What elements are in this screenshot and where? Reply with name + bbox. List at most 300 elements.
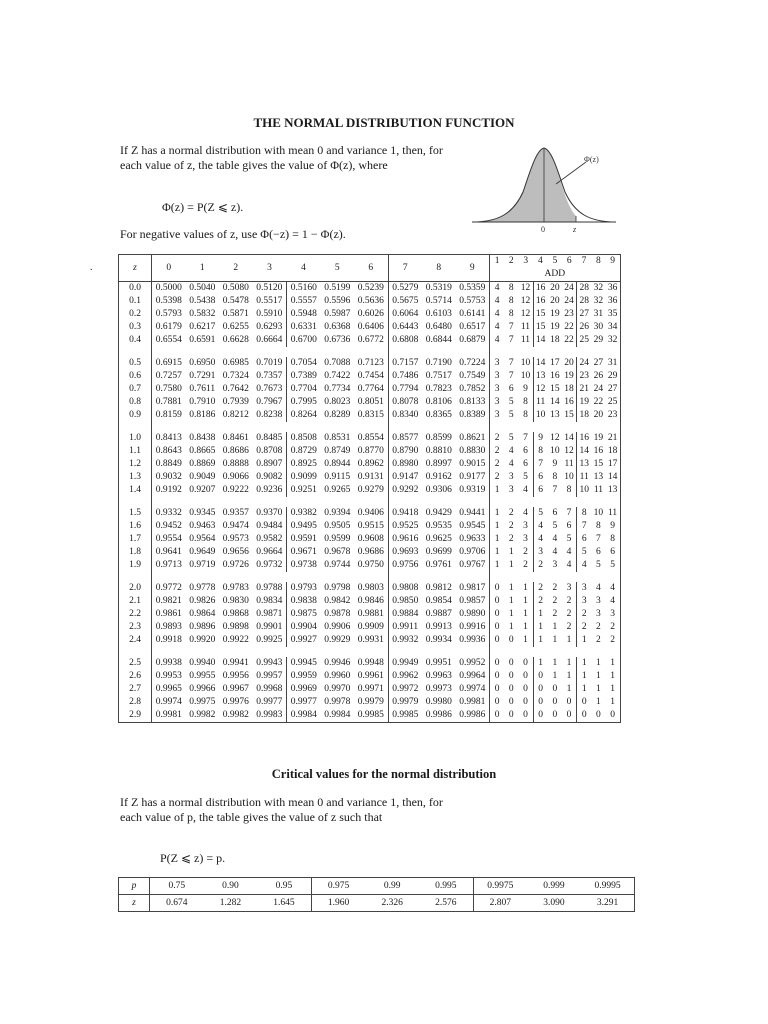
add-value: 1: [508, 596, 514, 606]
gap-cell: [490, 572, 505, 582]
phi-value: 0.6591: [189, 335, 216, 345]
add-value: 32: [593, 296, 604, 306]
add-value: 11: [564, 459, 574, 469]
phi-value: 0.9949: [388, 657, 422, 670]
add-value: 26: [593, 371, 604, 381]
phi-value: 0.8980: [388, 458, 422, 471]
phi-value: 0.6331: [287, 321, 321, 334]
add-value: 1: [533, 657, 548, 670]
gap-cell: [253, 347, 287, 357]
add-value: 0: [494, 710, 500, 720]
column-header: 1: [186, 255, 220, 282]
add-value: 1: [508, 583, 514, 593]
add-value: 5: [533, 507, 548, 520]
add-value: 2: [610, 622, 615, 632]
z-critical-value: 3.291: [581, 895, 635, 912]
phi-value: 0.9966: [189, 684, 216, 694]
add-value: 19: [550, 309, 560, 319]
add-value: 4: [523, 508, 528, 518]
add-value: 4: [494, 296, 500, 306]
phi-value: 0.8810: [425, 446, 452, 456]
gap-cell: [321, 572, 355, 582]
add-value: 3: [577, 595, 592, 608]
phi-value: 0.5239: [357, 283, 384, 293]
add-value: 5: [577, 546, 592, 559]
phi-value: 0.9913: [425, 622, 452, 632]
phi-value: 0.9599: [324, 534, 351, 544]
add-value: 2: [610, 635, 615, 645]
table-header-row: [119, 255, 621, 269]
add-value: 1: [596, 684, 601, 694]
phi-value: 0.9977: [256, 697, 283, 707]
add-value: 0: [508, 658, 514, 668]
add-value: 25: [607, 397, 618, 407]
add-value: 1: [577, 634, 592, 647]
phi-value: 0.8238: [256, 410, 283, 420]
phi-value: 0.9868: [222, 609, 249, 619]
add-value: 2: [494, 472, 500, 482]
add-value: 1: [610, 697, 615, 707]
z-value: 0.2: [119, 308, 152, 321]
table-row: [119, 432, 621, 445]
gap-cell: [577, 422, 592, 432]
phi-value: 0.9983: [256, 710, 283, 720]
add-value: 1: [566, 635, 572, 645]
gap-cell: [321, 497, 355, 507]
add-value: 22: [593, 397, 604, 407]
gap-cell: [456, 572, 490, 582]
phi-value: 0.9941: [222, 658, 249, 668]
add-value: 1: [566, 684, 572, 694]
add-value: 4: [610, 596, 615, 606]
add-value: 27: [577, 308, 592, 321]
phi-value: 0.9952: [456, 657, 490, 670]
table-row: [119, 445, 621, 458]
phi-value: 0.9838: [287, 595, 321, 608]
add-value: 6: [552, 508, 558, 518]
phi-value: 0.5517: [256, 296, 283, 306]
gap-cell: [504, 572, 518, 582]
add-value: 6: [533, 471, 548, 484]
phi-value: 0.9591: [287, 533, 321, 546]
add-value: 8: [523, 410, 528, 420]
add-value: 15: [593, 459, 604, 469]
add-value: 3: [596, 609, 601, 619]
gap-cell: [119, 497, 152, 507]
gap-cell: [422, 422, 456, 432]
phi-value: 0.9834: [256, 596, 283, 606]
gap-cell: [548, 347, 562, 357]
phi-value: 0.5987: [324, 309, 351, 319]
add-column-header: 3: [523, 256, 529, 266]
z-value: 0.9: [119, 409, 152, 422]
z-value: 2.2: [119, 608, 152, 621]
table-row: [119, 458, 621, 471]
phi-value: 0.9927: [287, 634, 321, 647]
z-value: 2.4: [119, 634, 152, 647]
phi-value: 0.5753: [456, 295, 490, 308]
add-value: 2: [533, 559, 548, 572]
add-value: 7: [596, 534, 601, 544]
add-value: 2: [566, 622, 572, 632]
add-value: 3: [494, 358, 500, 368]
phi-value: 0.9357: [222, 508, 249, 518]
add-value: 1: [494, 547, 500, 557]
gap-cell: [354, 647, 388, 657]
gap-cell: [518, 347, 533, 357]
add-value: 18: [577, 409, 592, 422]
add-value: 2: [552, 609, 558, 619]
phi-value: 0.6443: [388, 321, 422, 334]
phi-value: 0.9788: [256, 583, 283, 593]
gap-cell: [591, 347, 605, 357]
phi-value: 0.8186: [189, 410, 216, 420]
add-value: 1: [523, 583, 528, 593]
table-row: [119, 507, 621, 520]
phi-value: 0.8340: [388, 409, 422, 422]
table-row: [119, 383, 621, 396]
phi-value: 0.9884: [388, 608, 422, 621]
add-value: 10: [564, 472, 574, 482]
phi-value: 0.9793: [287, 582, 321, 595]
phi-value: 0.9452: [152, 520, 186, 533]
phi-value: 0.7611: [189, 384, 216, 394]
gap-cell: [119, 647, 152, 657]
phi-value: 0.9783: [222, 583, 249, 593]
phi-value: 0.9664: [256, 547, 283, 557]
phi-value: 0.9162: [425, 472, 452, 482]
phi-value: 0.7357: [256, 371, 283, 381]
z-critical-value: 2.326: [365, 895, 419, 912]
add-value: 36: [607, 296, 618, 306]
phi-value: 0.7324: [222, 371, 249, 381]
table-row: [119, 334, 621, 347]
phi-value: 0.8907: [256, 459, 283, 469]
phi-value: 0.9890: [456, 608, 490, 621]
add-value: 18: [607, 446, 618, 456]
add-value: 26: [577, 321, 592, 334]
add-value: 6: [566, 521, 572, 531]
add-value: 24: [577, 357, 592, 370]
phi-value: 0.9767: [456, 559, 490, 572]
phi-value: 0.9887: [425, 609, 452, 619]
table-row: [119, 321, 621, 334]
phi-value: 0.8686: [222, 446, 249, 456]
add-value: 4: [552, 534, 558, 544]
add-value: 4: [610, 583, 615, 593]
add-value: 0: [523, 710, 528, 720]
table-row: [119, 608, 621, 621]
add-value: 4: [494, 309, 500, 319]
add-value: 0: [523, 684, 528, 694]
phi-value: 0.5040: [189, 283, 216, 293]
add-value: 3: [523, 534, 528, 544]
add-column-header: 8: [596, 256, 601, 266]
phi-value: 0.9864: [189, 609, 216, 619]
phi-value: 0.9977: [287, 696, 321, 709]
add-value: 1: [610, 658, 615, 668]
gap-cell: [591, 422, 605, 432]
add-value: 2: [508, 521, 514, 531]
z-value: 1.2: [119, 458, 152, 471]
gap-cell: [253, 497, 287, 507]
add-value: 2: [494, 446, 500, 456]
add-value: 1: [566, 671, 572, 681]
phi-value: 0.9920: [189, 635, 216, 645]
gap-cell: [456, 647, 490, 657]
phi-value: 0.8289: [324, 410, 351, 420]
phi-value: 0.9973: [425, 684, 452, 694]
add-value: 1: [552, 635, 558, 645]
phi-value: 0.9099: [287, 471, 321, 484]
gap-cell: [548, 572, 562, 582]
phi-value: 0.9719: [189, 560, 216, 570]
add-value: 3: [494, 371, 500, 381]
phi-value: 0.8508: [287, 432, 321, 445]
phi-value: 0.9896: [189, 622, 216, 632]
add-column-header: 6: [566, 256, 572, 266]
add-value: 2: [566, 596, 572, 606]
add-value: 4: [494, 283, 500, 293]
add-value: 5: [566, 534, 572, 544]
row-group-gap: [119, 422, 621, 432]
phi-value: 0.9878: [324, 609, 351, 619]
add-value: 24: [593, 384, 604, 394]
phi-value: 0.8621: [456, 432, 490, 445]
phi-value: 0.8159: [152, 409, 186, 422]
z-row: [119, 895, 635, 912]
add-value: 15: [533, 321, 548, 334]
phi-value: 0.8023: [324, 397, 351, 407]
phi-value: 0.5557: [287, 295, 321, 308]
add-value: 1: [523, 622, 528, 632]
add-value: 0: [552, 684, 558, 694]
add-value: 0: [533, 670, 548, 683]
phi-value: 0.8315: [357, 410, 384, 420]
column-header: 8: [422, 255, 456, 282]
phi-value: 0.9979: [388, 696, 422, 709]
phi-value: 0.9893: [152, 621, 186, 634]
phi-value: 0.8665: [189, 446, 216, 456]
add-value: 4: [596, 583, 601, 593]
phi-value: 0.5279: [388, 282, 422, 296]
gap-cell: [186, 497, 220, 507]
add-value: 3: [508, 485, 514, 495]
add-value: 1: [523, 609, 528, 619]
table-row: [119, 559, 621, 572]
add-value: 7: [508, 358, 514, 368]
phi-value: 0.7823: [425, 384, 452, 394]
add-value: 4: [494, 322, 500, 332]
z-value: 2.0: [119, 582, 152, 595]
z-value: 2.9: [119, 709, 152, 723]
column-header: 9: [456, 255, 490, 282]
phi-value: 0.7389: [287, 370, 321, 383]
add-value: 1: [596, 658, 601, 668]
gap-cell: [287, 647, 321, 657]
phi-value: 0.9986: [425, 710, 452, 720]
table-row: [119, 634, 621, 647]
phi-value: 0.7580: [152, 383, 186, 396]
phi-value: 0.9131: [357, 472, 384, 482]
phi-value: 0.8264: [287, 409, 321, 422]
phi-value: 0.9969: [287, 683, 321, 696]
gap-cell: [422, 647, 456, 657]
add-value: 7: [566, 508, 572, 518]
add-value: 0: [494, 609, 500, 619]
z-value: 1.6: [119, 520, 152, 533]
add-value: 3: [494, 397, 500, 407]
column-header: 4: [287, 255, 321, 282]
add-value: 2: [533, 595, 548, 608]
phi-value: 0.5319: [425, 283, 452, 293]
add-value: 0: [552, 697, 558, 707]
phi-value: 0.9474: [222, 521, 249, 531]
add-value: 0: [577, 696, 592, 709]
add-value: 10: [550, 446, 560, 456]
gap-cell: [388, 647, 422, 657]
add-value: 1: [533, 621, 548, 634]
add-value: 0: [494, 583, 500, 593]
phi-value: 0.9964: [456, 670, 490, 683]
table-row: [119, 582, 621, 595]
phi-value: 0.8830: [456, 445, 490, 458]
add-value: 7: [508, 322, 514, 332]
add-value: 0: [533, 709, 548, 723]
z-value: 1.8: [119, 546, 152, 559]
phi-value: 0.5910: [256, 309, 283, 319]
add-value: 0: [494, 697, 500, 707]
add-value: 11: [577, 471, 592, 484]
gap-cell: [456, 422, 490, 432]
add-value: 2: [494, 433, 500, 443]
gap-cell: [219, 422, 253, 432]
gap-cell: [533, 347, 548, 357]
phi-value: 0.9817: [456, 582, 490, 595]
add-value: 1: [552, 622, 558, 632]
phi-value: 0.5714: [425, 296, 452, 306]
curve-label: Φ(z): [584, 155, 599, 164]
add-value: 1: [508, 609, 514, 619]
add-column-header: 7: [581, 256, 587, 266]
gap-cell: [504, 422, 518, 432]
phi-value: 0.9985: [357, 710, 384, 720]
add-value: 2: [494, 459, 500, 469]
add-value: 9: [533, 432, 548, 445]
z-value: 2.7: [119, 683, 152, 696]
phi-value: 0.9948: [357, 658, 384, 668]
phi-value: 0.9982: [189, 710, 216, 720]
add-value: 29: [593, 335, 604, 345]
add-value: 1: [494, 508, 500, 518]
add-value: 7: [523, 433, 528, 443]
add-value: 14: [607, 472, 618, 482]
add-value: 3: [577, 582, 592, 595]
phi-value: 0.9932: [388, 634, 422, 647]
critical-intro-text: If Z has a normal distribution with mean 0 and variance 1, then, for each value of p, the table gives the value of z such that: [120, 795, 443, 824]
add-value: 6: [523, 446, 528, 456]
gap-cell: [321, 647, 355, 657]
phi-value: 0.9963: [425, 671, 452, 681]
phi-value: 0.9082: [256, 472, 283, 482]
row-group-gap: [119, 647, 621, 657]
add-value: 4: [533, 520, 548, 533]
add-value: 3: [494, 384, 500, 394]
add-value: 31: [607, 358, 618, 368]
table-row: [119, 471, 621, 484]
phi-value: 0.6700: [287, 334, 321, 347]
phi-value: 0.9463: [189, 521, 216, 531]
add-value: 1: [508, 547, 514, 557]
phi-value: 0.7642: [222, 384, 249, 394]
z-value: 0.1: [119, 295, 152, 308]
phi-value: 0.8729: [287, 445, 321, 458]
add-value: 2: [508, 534, 514, 544]
add-value: 8: [533, 445, 548, 458]
add-value: 0: [494, 684, 500, 694]
phi-value: 0.6915: [152, 357, 186, 370]
phi-value: 0.9699: [425, 547, 452, 557]
phi-value: 0.7224: [456, 357, 490, 370]
gap-cell: [422, 497, 456, 507]
add-value: 27: [607, 384, 618, 394]
phi-value: 0.7734: [324, 384, 351, 394]
gap-cell: [562, 647, 577, 657]
phi-value: 0.9032: [152, 471, 186, 484]
row-group-gap: [119, 497, 621, 507]
phi-value: 0.8106: [425, 397, 452, 407]
table-row: [119, 370, 621, 383]
phi-value: 0.9984: [287, 709, 321, 723]
add-value: 8: [523, 397, 528, 407]
gap-cell: [287, 347, 321, 357]
add-value: 3: [610, 609, 615, 619]
phi-value: 0.9970: [324, 684, 351, 694]
phi-value: 0.9693: [388, 546, 422, 559]
phi-value: 0.6217: [189, 322, 216, 332]
phi-value: 0.8599: [425, 433, 452, 443]
add-value: 35: [607, 309, 618, 319]
add-value: 19: [593, 433, 604, 443]
gap-cell: [287, 572, 321, 582]
add-column-header: 2: [508, 256, 514, 266]
phi-value: 0.9778: [189, 583, 216, 593]
phi-value: 0.9854: [425, 596, 452, 606]
z-value: 0.3: [119, 321, 152, 334]
phi-value: 0.8051: [357, 397, 384, 407]
phi-value: 0.9959: [287, 670, 321, 683]
add-value: 1: [596, 697, 601, 707]
p-value: 0.999: [527, 878, 581, 895]
phi-value: 0.9881: [357, 609, 384, 619]
add-value: 10: [520, 371, 531, 381]
column-header: 7: [388, 255, 422, 282]
gap-cell: [518, 572, 533, 582]
phi-value: 0.6844: [425, 335, 452, 345]
add-value: 23: [607, 410, 618, 420]
phi-value: 0.9968: [256, 684, 283, 694]
phi-value: 0.9965: [152, 683, 186, 696]
p-value: 0.90: [204, 878, 258, 895]
add-column-header: 5: [552, 256, 558, 266]
phi-value: 0.6950: [189, 358, 216, 368]
axis-z-label: z: [573, 225, 577, 234]
phi-value: 0.9495: [287, 520, 321, 533]
add-value: 22: [564, 322, 574, 332]
table-row: [119, 295, 621, 308]
add-column-header: 4: [538, 256, 543, 266]
add-value: 5: [596, 560, 601, 570]
